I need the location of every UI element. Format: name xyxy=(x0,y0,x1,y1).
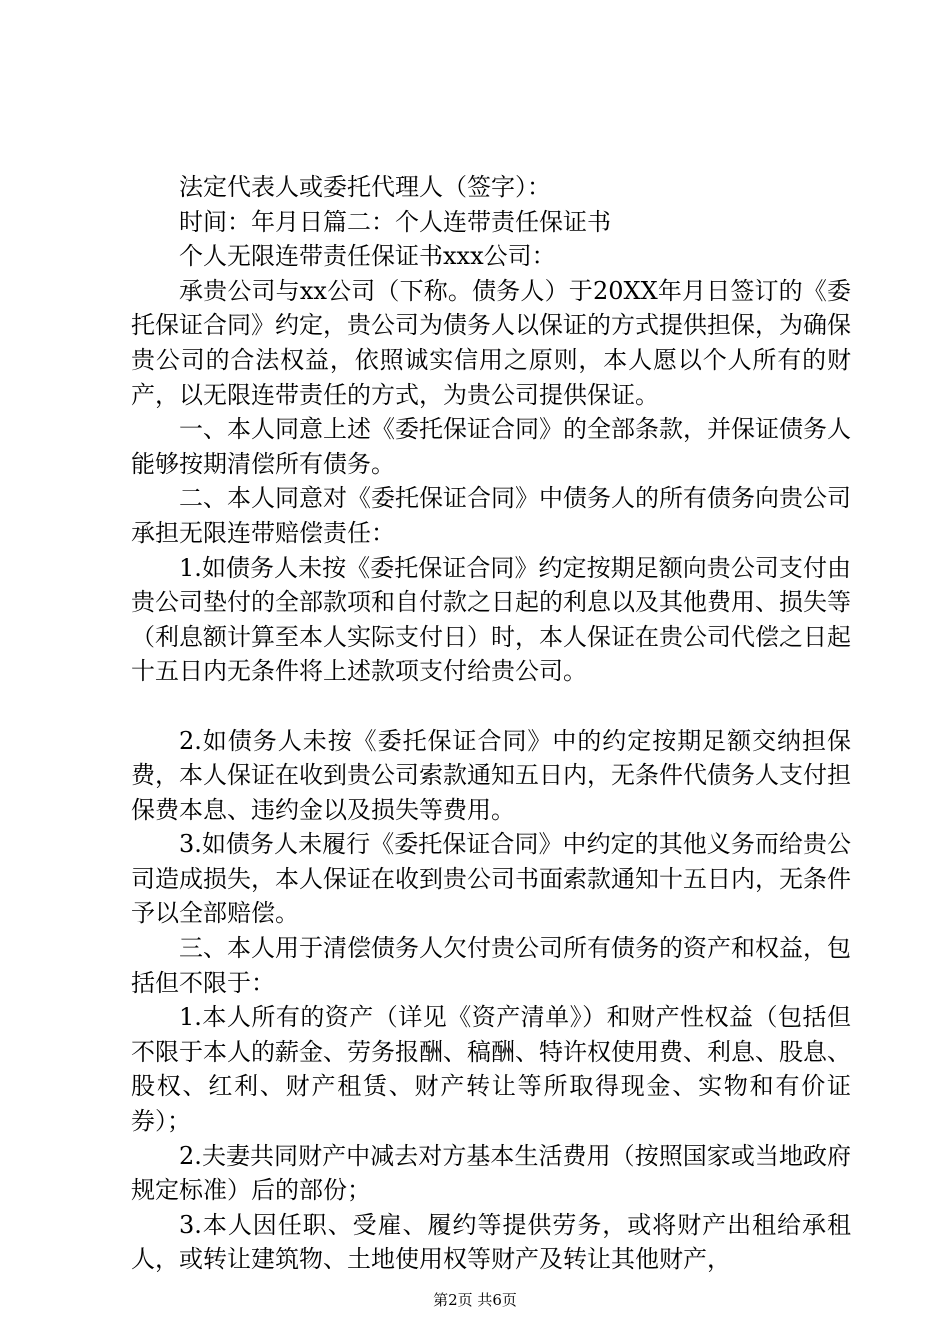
clause-2-item-3: 3.如债务人未履行《委托保证合同》中约定的其他义务而给贵公司造成损失，本人保证在收到贵公司书面索款通知十五日内，无条件予以全部赔偿。 xyxy=(131,830,851,928)
document-body xyxy=(131,170,851,1277)
clause-3-item-1: 1.本人所有的资产（详见《资产清单》）和财产性权益（包括但不限于本人的薪金、劳务报酬、稿酬、特许权使用费、利息、股息、股权、红利、财产租赁、财产转让等所取得现金、实物和有价证券）； xyxy=(131,1003,851,1136)
guarantee-heading: 个人无限连带责任保证书xxx公司： xyxy=(179,242,556,271)
clause-2-item-2: 2.如债务人未按《委托保证合同》中的约定按期足额交纳担保费，本人保证在收到贵公司索款通知五日内，无条件代债务人支付担保费本息、违约金以及损失等费用。 xyxy=(131,726,851,824)
clause-3-item-3: 3.本人因任职、受雇、履约等提供劳务，或将财产出租给承租人，或转让建筑物、土地使用权等财产及转让其他财产， xyxy=(131,1210,851,1274)
clause-3: 三、本人用于清偿债务人欠付贵公司所有债务的资产和权益，包括但不限于： xyxy=(131,934,851,997)
clause-1: 一、本人同意上述《委托保证合同》的全部条款，并保证债务人能够按期清偿所有债务。 xyxy=(131,415,851,478)
intro-paragraph: 承贵公司与xx公司（下称。债务人）于20XX年月日签订的《委托保证合同》约定，贵公司为债务人以保证的方式提供担保，为确保贵公司的合法权益，依照诚实信用之原则，本人愿以个人所有的财产，以无限连带责任的方式，为贵公司提供保证。 xyxy=(131,276,851,409)
signature-line: 法定代表人或委托代理人（签字）： xyxy=(179,173,551,201)
clause-3-item-2: 2.夫妻共同财产中减去对方基本生活费用（按照国家或当地政府规定标准）后的部份； xyxy=(131,1141,851,1205)
clause-2-item-1: 1.如债务人未按《委托保证合同》约定按期足额向贵公司支付由贵公司垫付的全部款项和自付款之日起的利息以及其他费用、损失等（利息额计算至本人实际支付日）时，本人保证在贵公司代偿之日起十五日内无条件将上述款项支付给贵公司。 xyxy=(131,553,851,686)
date-and-section-title: 时间：年月日篇二：个人连带责任保证书 xyxy=(179,207,611,236)
clause-2: 二、本人同意对《委托保证合同》中债务人的所有债务向贵公司承担无限连带赔偿责任： xyxy=(131,484,851,547)
page-footer: 第2页 共6页 xyxy=(433,1291,517,1309)
